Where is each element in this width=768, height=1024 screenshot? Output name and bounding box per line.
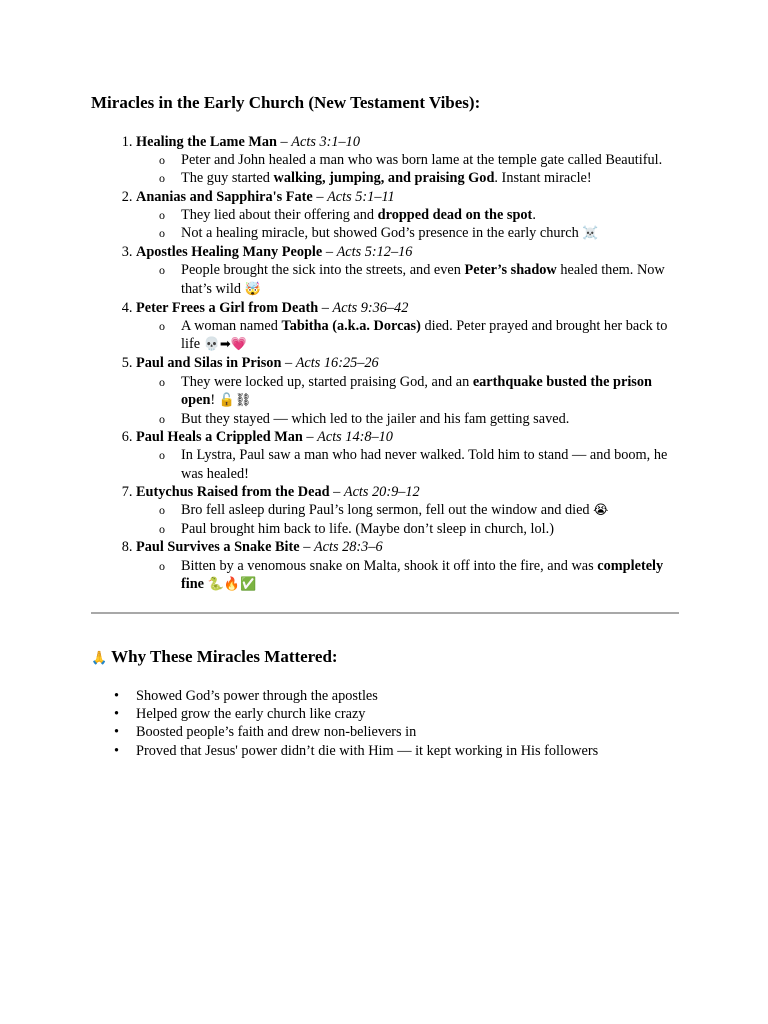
scripture-reference: Acts 3:1–10	[291, 134, 360, 150]
miracle-title: Paul Heals a Crippled Man	[136, 429, 303, 446]
detail-text: In Lystra, Paul saw a man who had never walked. Told him to stand — and boom, he was healed!	[181, 447, 668, 482]
detail-text: Paul brought him back to life. (Maybe don’t sleep in church, lol.)	[181, 521, 554, 538]
detail-text: . Instant miracle!	[494, 170, 592, 187]
detail-item	[181, 206, 679, 224]
detail-text: They were locked up, started praising God, and an	[181, 373, 473, 390]
detail-item	[181, 151, 679, 169]
miracle-separator: –	[329, 483, 344, 500]
miracle-item	[136, 299, 679, 355]
miracle-item	[136, 428, 679, 483]
why-item: • Proved that Jesus' power didn’t die with Him — it kept working in His followers	[136, 742, 679, 760]
detail-text: People brought the sick into the streets, and even	[181, 262, 465, 279]
detail-text: !	[210, 391, 219, 408]
miracle-item	[136, 538, 679, 594]
detail-item	[181, 373, 679, 410]
detail-item	[181, 446, 679, 482]
miracle-separator: –	[318, 299, 333, 316]
document-content	[91, 92, 679, 760]
emoji-icon: 🔓⛓	[218, 392, 252, 408]
miracle-separator: –	[276, 134, 292, 150]
detail-item	[181, 317, 679, 354]
scripture-reference: Acts 28:3–6	[313, 539, 383, 556]
miracle-title: Paul and Silas in Prison	[136, 355, 282, 372]
detail-text: healed them. Now that’s wild	[181, 262, 665, 297]
bold-text: earthquake busted the prison open	[181, 373, 652, 408]
why-item: • Helped grow the early church like crazy	[136, 705, 679, 723]
bold-text: completely fine	[181, 557, 664, 592]
section-heading-text: Why These Miracles Mattered:	[107, 647, 338, 667]
detail-list	[136, 261, 679, 298]
miracle-separator: –	[281, 355, 296, 372]
detail-item	[181, 261, 679, 298]
emoji-icon: 😭	[593, 503, 609, 519]
miracle-separator: –	[312, 188, 328, 205]
detail-item	[181, 410, 679, 428]
miracle-item	[136, 243, 679, 299]
emoji-icon: 🤯	[244, 281, 261, 297]
bold-text: dropped dead on the spot	[377, 206, 533, 223]
why-item: • Showed God’s power through the apostles	[136, 687, 679, 705]
scripture-reference: Acts 14:8–10	[317, 429, 393, 446]
page-title: Miracles in the Early Church (New Testament Vibes):	[91, 93, 481, 112]
miracle-separator: –	[299, 539, 314, 556]
section-heading-why	[91, 646, 679, 670]
detail-text: They lied about their offering and	[181, 206, 378, 223]
detail-text: Not a healing miracle, but showed God’s presence in the early church	[181, 225, 583, 242]
miracle-title: Peter Frees a Girl from Death	[136, 299, 319, 316]
why-list	[91, 687, 679, 760]
miracle-separator: –	[302, 429, 318, 446]
horizontal-divider	[91, 612, 679, 614]
detail-item	[181, 169, 679, 187]
detail-item	[181, 501, 679, 520]
detail-list	[136, 373, 679, 429]
detail-list	[136, 317, 679, 354]
scripture-reference: Acts 16:25–26	[295, 355, 379, 372]
detail-text: .	[532, 206, 536, 223]
detail-text: Bitten by a venomous snake on Malta, shook it off into the fire, and was	[181, 557, 598, 574]
bold-text: walking, jumping, and praising God	[273, 170, 495, 187]
bold-text: Tabitha (a.k.a. Dorcas)	[281, 318, 421, 335]
miracle-title: Eutychus Raised from the Dead	[136, 483, 330, 500]
detail-list	[136, 151, 679, 187]
miracle-title: Apostles Healing Many People	[136, 244, 323, 261]
scripture-reference: Acts 5:12–16	[336, 244, 413, 261]
detail-item	[181, 224, 679, 243]
miracle-separator: –	[322, 244, 337, 261]
miracle-title: Paul Survives a Snake Bite	[136, 539, 300, 556]
emoji-icon: 💀➡💗	[203, 337, 247, 353]
detail-item	[181, 520, 679, 538]
miracle-item	[136, 188, 679, 244]
bold-text: Peter’s shadow	[464, 262, 557, 279]
detail-list	[136, 501, 679, 538]
scripture-reference: Acts 20:9–12	[343, 483, 420, 500]
miracle-title: Ananias and Sapphira's Fate	[136, 188, 313, 205]
miracle-list	[91, 133, 679, 594]
detail-text: But they stayed — which led to the jailer and his fam getting saved.	[181, 411, 570, 428]
emoji-icon: ☠️	[582, 226, 599, 242]
detail-text: A woman named	[181, 318, 282, 335]
scripture-reference: Acts 9:36–42	[332, 299, 409, 316]
prayer-hands-icon: 🙏	[91, 651, 108, 667]
detail-text: The guy started	[181, 170, 274, 187]
scripture-reference: Acts 5:1–11	[327, 188, 395, 205]
detail-item	[181, 557, 679, 594]
miracle-item	[136, 354, 679, 428]
detail-list	[136, 446, 679, 482]
emoji-icon: 🐍🔥✅	[207, 576, 257, 592]
detail-text: Bro fell asleep during Paul’s long sermon, fell out the window and died	[181, 502, 594, 519]
detail-list	[136, 206, 679, 243]
why-item: • Boosted people’s faith and drew non-believers in	[136, 723, 679, 741]
detail-text: died. Peter prayed and brought her back to life	[181, 318, 668, 353]
miracle-item	[136, 483, 679, 539]
miracle-title: Healing the Lame Man	[136, 134, 277, 150]
miracle-item	[136, 133, 679, 188]
detail-list	[136, 557, 679, 594]
detail-text: Peter and John healed a man who was born lame at the temple gate called Beautiful.	[181, 152, 663, 169]
